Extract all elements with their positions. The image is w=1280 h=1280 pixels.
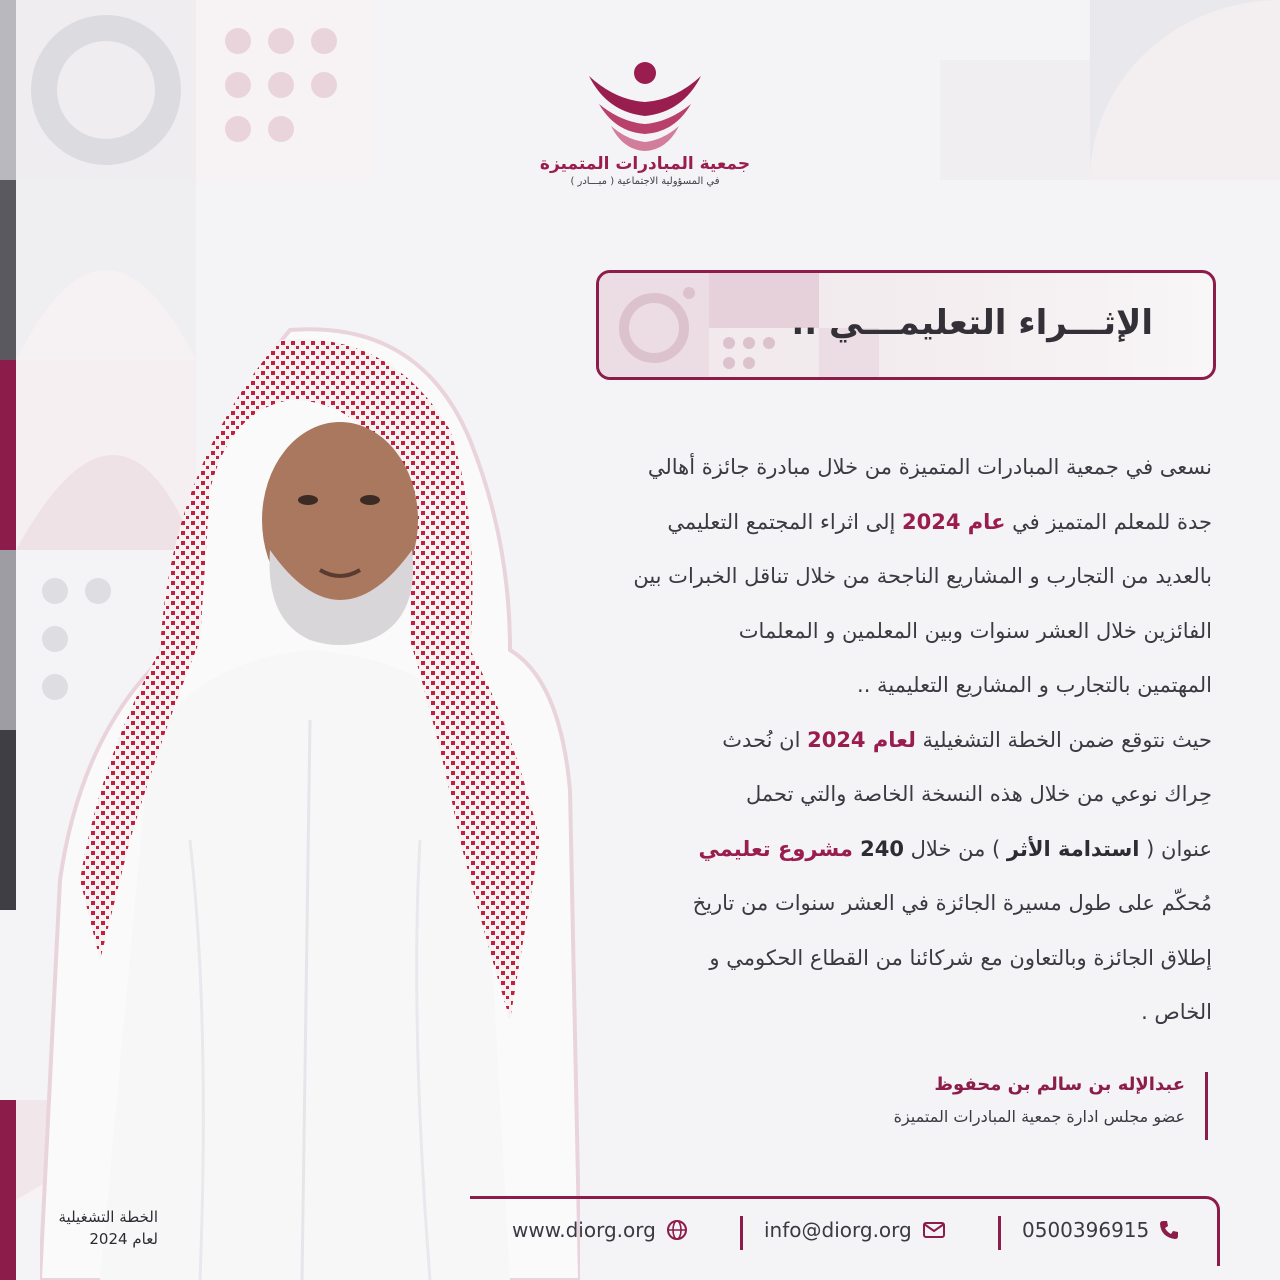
projects-highlight: مشروع تعليمي xyxy=(698,836,861,861)
signature-name: عبدالإله بن سالم بن محفوظ xyxy=(934,1074,1185,1095)
page-title: الإثـــراء التعليمـــي .. xyxy=(791,303,1153,343)
email-link[interactable] xyxy=(764,1218,946,1242)
body-line: حيث نتوقع ضمن الخطة التشغيلية لعام 2024 ان نُحدث xyxy=(722,727,1212,752)
logo-name: جمعية المبادرات المتميزة xyxy=(539,154,751,174)
body-line: الخاص . xyxy=(1141,1000,1212,1024)
signature-block xyxy=(788,1072,1208,1140)
plan-label-line1: الخطة التشغيلية xyxy=(58,1208,158,1226)
body-line: بالعديد من التجارب و المشاريع الناجحة من خلال تناقل الخبرات بين xyxy=(633,564,1212,588)
logo-subtitle: في المسؤولية الاجتماعية ( مبـــادر ) xyxy=(570,176,720,187)
phone-text: 0500396915 xyxy=(1022,1218,1150,1242)
plan-label-line2: لعام 2024 xyxy=(89,1230,158,1248)
deco-dot xyxy=(311,28,337,54)
signature-role: عضو مجلس ادارة جمعية المبادرات المتميزة xyxy=(893,1107,1185,1126)
phone-link[interactable] xyxy=(1022,1218,1179,1242)
count-highlight: 240 xyxy=(860,836,904,861)
website-text: www.diorg.org xyxy=(512,1218,656,1242)
body-line: إطلاق الجائزة وبالتعاون مع شركائنا من القطاع الحكومي و xyxy=(709,945,1212,970)
body-line: الفائزين خلال العشر سنوات وبين المعلمين و المعلمات xyxy=(738,618,1212,643)
association-logo xyxy=(530,60,760,220)
title-box xyxy=(596,270,1216,380)
website-link[interactable] xyxy=(512,1218,688,1242)
footer-separator xyxy=(740,1216,743,1250)
body-line: نسعى في جمعية المبادرات المتميزة من خلال مبادرة جائزة أهالي xyxy=(647,455,1212,479)
year-highlight: لعام 2024 xyxy=(807,727,916,752)
deco-dot xyxy=(268,72,294,98)
body-line: جدة للمعلم المتميز في عام 2024 إلى اثراء المجتمع التعليمي xyxy=(667,509,1212,534)
globe-icon xyxy=(666,1219,688,1241)
deco-dot xyxy=(311,72,337,98)
mobader-logo-icon xyxy=(585,60,705,152)
email-text: info@diorg.org xyxy=(764,1218,912,1242)
phone-icon xyxy=(1159,1220,1179,1240)
deco-dot xyxy=(268,116,294,142)
person-portrait xyxy=(40,320,580,1280)
mail-icon xyxy=(922,1220,946,1240)
body-line: المهتمين بالتجارب و المشاريع التعليمية .. xyxy=(857,673,1212,697)
deco-dot xyxy=(268,28,294,54)
body-line: عنوان ( استدامة الأثر ) من خلال 240 مشروع تعليمي xyxy=(698,836,1212,861)
deco-dot xyxy=(225,72,251,98)
plan-label xyxy=(22,1206,158,1250)
body-paragraph xyxy=(490,440,1212,1040)
deco-dot xyxy=(225,28,251,54)
year-highlight: عام 2024 xyxy=(902,509,1006,534)
body-line: مُحكّم على طول مسيرة الجائزة في العشر سنوات من تاريخ xyxy=(692,891,1212,915)
body-line: حِراك نوعي من خلال هذه النسخة الخاصة والتي تحمل xyxy=(746,782,1212,806)
deco-dot xyxy=(225,116,251,142)
theme-highlight: استدامة الأثر xyxy=(1006,836,1140,861)
footer-separator xyxy=(998,1216,1001,1250)
